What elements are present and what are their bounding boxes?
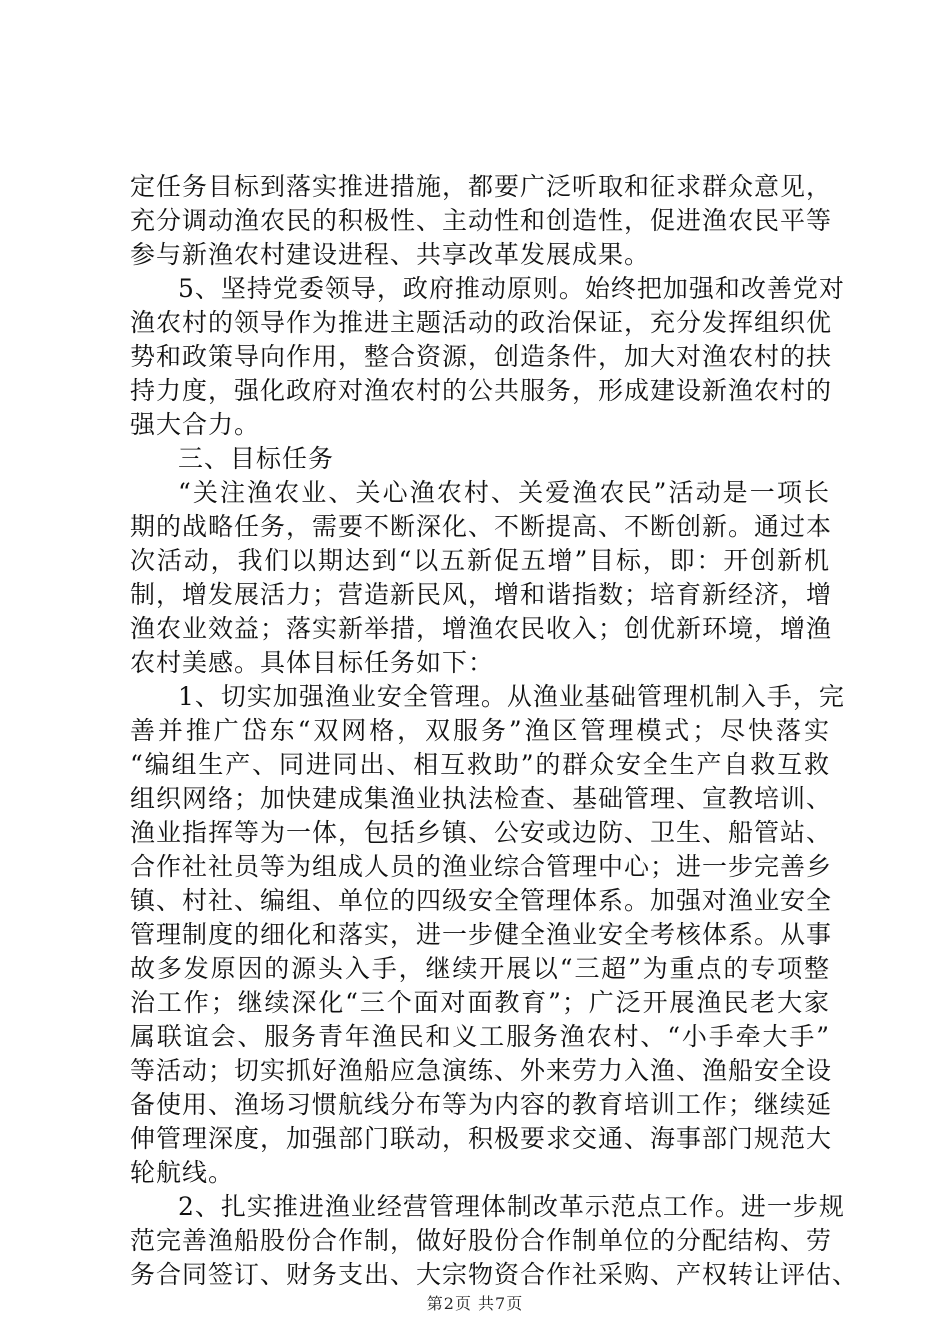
body-line-26: 属联谊会、服务青年渔民和义工服务渔农村、“小手牵大手” <box>130 1022 830 1051</box>
body-line-23: 管理制度的细化和落实，进一步健全渔业安全考核体系。从事 <box>130 920 833 949</box>
body-line-33: 务合同签订、财务支出、大宗物资合作社采购、产权转让评估、 <box>130 1260 859 1289</box>
body-line-29: 伸管理深度，加强部门联动，积极要求交通、海事部门规范大 <box>130 1124 833 1153</box>
body-line-7: 持力度，强化政府对渔农村的公共服务，形成建设新渔农村的 <box>130 376 833 405</box>
body-line-12: 次活动，我们以期达到“以五新促五增”目标，即：开创新机 <box>130 546 830 575</box>
body-line-14: 渔农业效益；落实新举措，增渔农民收入；创优新环境，增渔 <box>130 614 833 643</box>
body-line-16: 1、切实加强渔业安全管理。从渔业基础管理机制入手，完 <box>178 682 845 711</box>
body-line-11: 期的战略任务，需要不断深化、不断提高、不断创新。通过本 <box>130 512 833 541</box>
body-line-31: 2、扎实推进渔业经营管理体制改革示范点工作。进一步规 <box>178 1192 845 1221</box>
body-line-32: 范完善渔船股份合作制，做好股份合作制单位的分配结构、劳 <box>130 1226 833 1255</box>
body-line-22: 镇、村社、编组、单位的四级安全管理体系。加强对渔业安全 <box>130 886 833 915</box>
body-line-21: 合作社社员等为组成人员的渔业综合管理中心；进一步完善乡 <box>130 852 833 881</box>
section-heading: 三、目标任务 <box>178 444 335 473</box>
body-line-4: 5、坚持党委领导，政府推动原则。始终把加强和改善党对 <box>178 274 845 303</box>
body-line-19: 组织网络；加快建成集渔业执法检查、基础管理、宣教培训、 <box>130 784 833 813</box>
body-line-5: 渔农村的领导作为推进主题活动的政治保证，充分发挥组织优 <box>130 308 833 337</box>
body-line-15: 农村美感。具体目标任务如下： <box>130 648 495 677</box>
page-footer: 第2页 共7页 <box>426 1294 524 1313</box>
body-line-30: 轮航线。 <box>130 1158 235 1187</box>
body-line-17: 善并推广岱东“双网格，双服务”渔区管理模式；尽快落实 <box>130 716 830 745</box>
body-line-3: 参与新渔农村建设进程、共享改革发展成果。 <box>130 240 651 269</box>
body-line-1: 定任务目标到落实推进措施，都要广泛听取和征求群众意见， <box>130 172 833 201</box>
body-line-6: 势和政策导向作用，整合资源，创造条件，加大对渔农村的扶 <box>130 342 833 371</box>
body-line-28: 备使用、渔场习惯航线分布等为内容的教育培训工作；继续延 <box>130 1090 833 1119</box>
body-line-25: 治工作；继续深化“三个面对面教育”；广泛开展渔民老大家 <box>130 988 830 1017</box>
body-line-13: 制，增发展活力；营造新民风，增和谐指数；培育新经济，增 <box>130 580 833 609</box>
body-line-27: 等活动；切实抓好渔船应急演练、外来劳力入渔、渔船安全设 <box>130 1056 833 1085</box>
body-line-20: 渔业指挥等为一体，包括乡镇、公安或边防、卫生、船管站、 <box>130 818 833 847</box>
body-line-2: 充分调动渔农民的积极性、主动性和创造性，促进渔农民平等 <box>130 206 833 235</box>
body-line-8: 强大合力。 <box>130 410 261 439</box>
body-line-10: “关注渔农业、关心渔农村、关爱渔农民”活动是一项长 <box>178 478 830 507</box>
body-line-24: 故多发原因的源头入手，继续开展以“三超”为重点的专项整 <box>130 954 830 983</box>
body-line-18: “编组生产、同进同出、相互救助”的群众安全生产自救互救 <box>130 750 830 779</box>
